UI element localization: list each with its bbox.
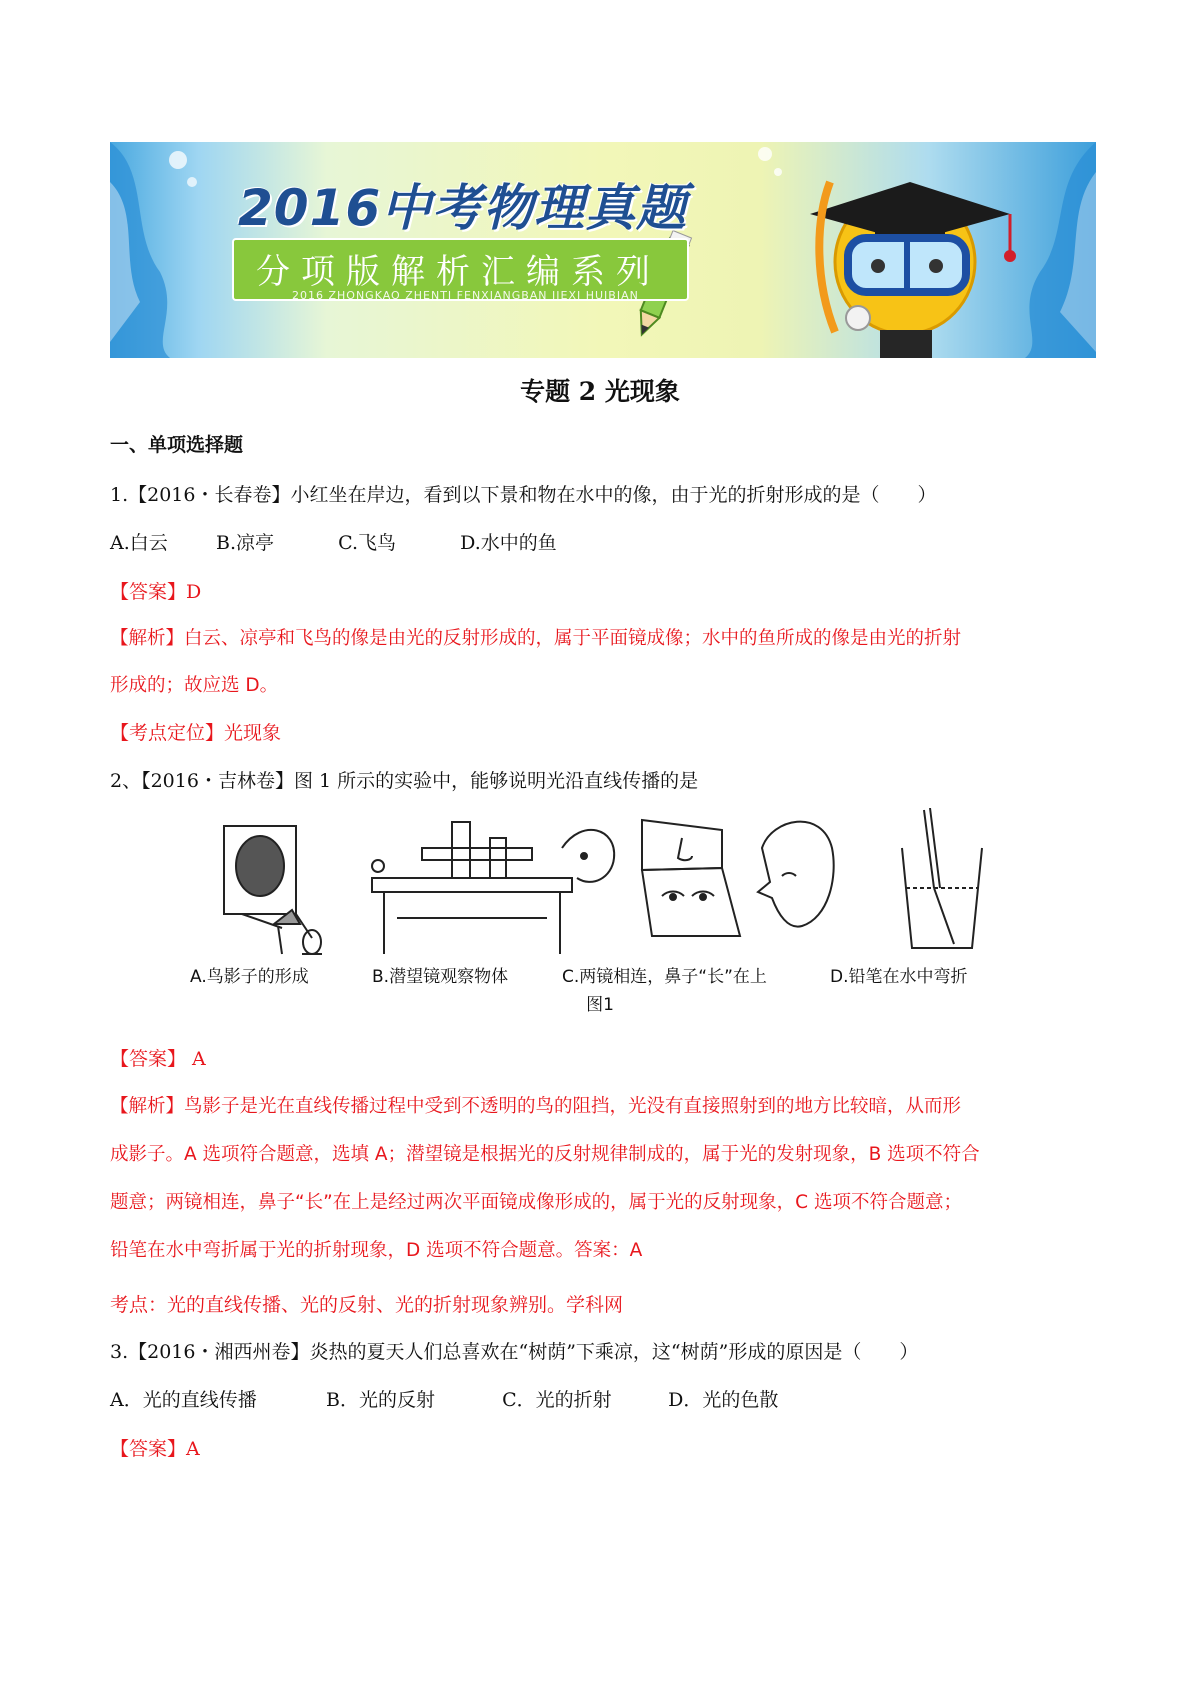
q1-option-d: D.水中的鱼	[460, 532, 557, 554]
table-top	[372, 878, 572, 892]
q1-option-a: A.白云	[110, 532, 168, 554]
q3-answer: 【答案】A	[110, 1438, 200, 1460]
observer-head-icon	[562, 830, 614, 882]
q2-analysis-line-3: 题意；两镜相连，鼻子“长”在上是经过两次平面镜成像形成的，属于光的反射现象，C 选项不符合题意；	[110, 1192, 962, 1213]
q1-options	[110, 528, 557, 555]
periscope-tube	[422, 848, 532, 860]
section-title: 一、单项选择题	[110, 434, 244, 456]
document-title: 专题 2 光现象	[520, 377, 680, 406]
figure-label: 图1	[586, 995, 614, 1015]
q3-options	[110, 1385, 778, 1412]
q1-analysis-line-1: 【解析】白云、凉亭和飞鸟的像是由光的反射形成的，属于平面镜成像；水中的鱼所成的像是由光的折射	[110, 628, 962, 649]
q2-experiment-figure	[190, 808, 1000, 988]
figure-caption-d: D.铅笔在水中弯折	[830, 967, 968, 987]
mirror-top	[642, 820, 722, 870]
header-banner	[110, 142, 1096, 358]
q2-analysis-line-2: 成影子。A 选项符合题意，选填 A；潜望镜是根据光的反射规律制成的，属于光的发射现象，B 选项不符合	[110, 1144, 980, 1165]
beaker-icon	[902, 848, 982, 948]
bird-shadow-icon	[236, 836, 284, 896]
banner-subtitle: 分项版解析汇编系列	[232, 238, 689, 301]
candle-flame-icon	[303, 930, 321, 954]
q3-option-a: A．光的直线传播	[110, 1389, 257, 1411]
q3-option-d: D．光的色散	[668, 1389, 779, 1411]
figure-caption-b: B.潜望镜观察物体	[372, 967, 509, 987]
q2-stem: 2、【2016・吉林卷】图 1 所示的实验中，能够说明光沿直线传播的是	[110, 770, 699, 792]
mascot-illustration	[810, 182, 1016, 358]
q2-knowledge-point: 考点：光的直线传播、光的反射、光的折射现象辨别。学科网	[110, 1294, 624, 1316]
q2-analysis-line-4: 铅笔在水中弯折属于光的折射现象，D 选项不符合题意。答案：A	[110, 1240, 643, 1261]
figure-caption-a: A.鸟影子的形成	[190, 967, 309, 987]
q1-option-b: B.凉亭	[216, 532, 275, 554]
q1-analysis-line-2: 形成的；故应选 D。	[110, 675, 279, 696]
experiment-drawings	[222, 808, 1000, 958]
mirror-bottom	[642, 868, 740, 936]
banner-title: 2016中考物理真题	[238, 179, 688, 237]
q3-option-c: C．光的折射	[502, 1389, 612, 1411]
q1-answer: 【答案】D	[110, 581, 202, 603]
q3-stem: 3.【2016・湘西州卷】炎热的夏天人们总喜欢在“树荫”下乘凉，这“树荫”形成的原因是（ ）	[110, 1341, 919, 1363]
q1-knowledge-point: 【考点定位】光现象	[110, 722, 282, 744]
q1-option-c: C.飞鸟	[338, 532, 396, 554]
q2-analysis-line-1: 【解析】鸟影子是光在直线传播过程中受到不透明的鸟的阻挡，光没有直接照射到的地方比较暗，从而形	[110, 1096, 962, 1117]
figure-caption-c: C.两镜相连，鼻子“长”在上	[562, 967, 767, 987]
banner-pinyin: 2016 ZHONGKAO ZHENTI FENXIANGBAN JIEXI HUIBIAN	[292, 289, 639, 302]
q3-option-b: B．光的反射	[326, 1389, 436, 1411]
q1-stem: 1.【2016・长春卷】小红坐在岸边，看到以下景和物在水中的像，由于光的折射形成的是（ ）	[110, 484, 937, 506]
q2-answer: 【答案】 A	[110, 1048, 206, 1070]
face-profile-icon	[758, 822, 834, 927]
